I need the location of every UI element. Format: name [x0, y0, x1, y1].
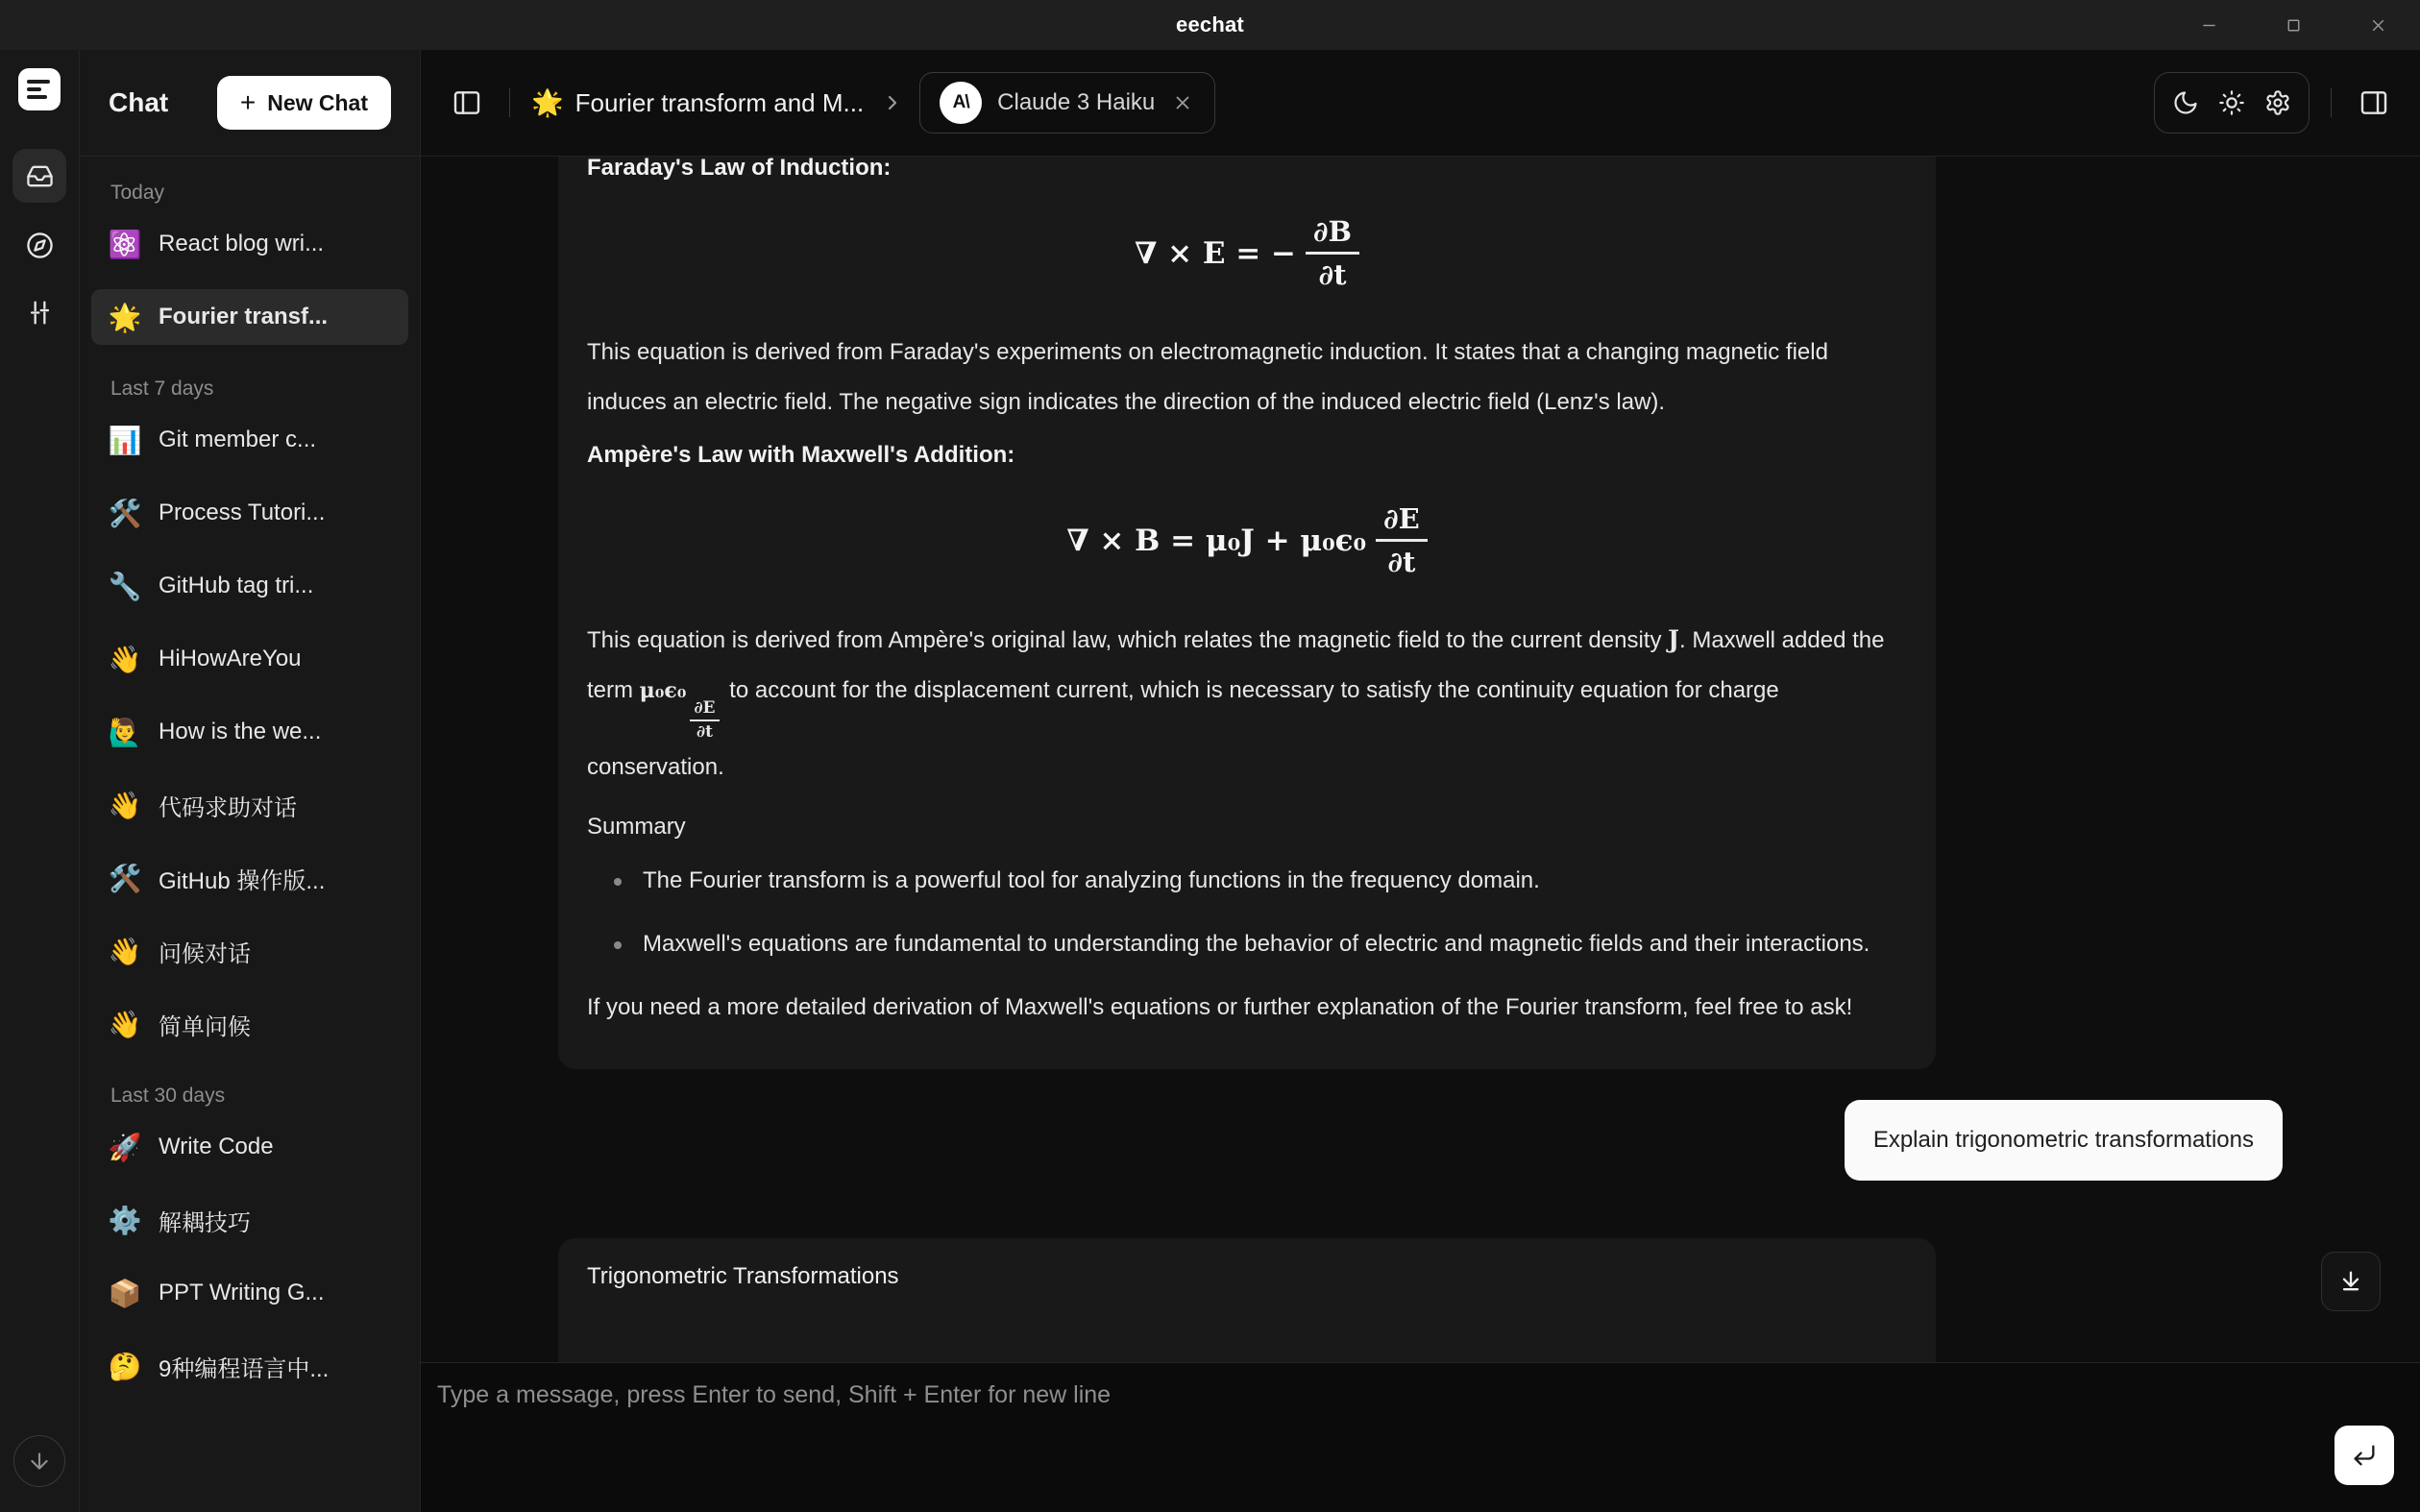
- message-paragraph: If you need a more detailed derivation of Maxwell's equations or further explanation of the Fourier transform, feel free to ask!: [587, 994, 1853, 1020]
- theme-light-button[interactable]: [2209, 76, 2255, 130]
- arrow-down-to-line-icon: [2337, 1268, 2364, 1295]
- sidebar-header: [80, 50, 420, 157]
- rail-discover-button[interactable]: [12, 218, 66, 272]
- plus-icon: +: [239, 87, 257, 117]
- fraction: $\frac{\partial E}{\partial t}$: [1376, 500, 1428, 580]
- message-heading: Ampère's Law with Maxwell's Addition:: [587, 442, 1015, 468]
- sidebar: [80, 50, 421, 1512]
- theme-dark-button[interactable]: [2163, 76, 2209, 130]
- arrow-down-icon: [27, 1449, 52, 1474]
- bullet-text: The Fourier transform is a powerful tool for analyzing functions in the frequency domain.: [643, 867, 1540, 893]
- theme-system-button[interactable]: [2255, 76, 2301, 130]
- bullet-text: Maxwell's equations are fundamental to understanding the behavior of electric and magnetic fields and their interactions.: [643, 931, 1870, 957]
- sidebar-chat-item[interactable]: [91, 1338, 408, 1394]
- sidebar-chat-item[interactable]: [91, 704, 408, 760]
- section-label: Last 30 days: [110, 1085, 226, 1107]
- gear-icon: [2264, 89, 2291, 116]
- sidebar-chat-item[interactable]: [91, 631, 408, 687]
- tab-emoji: 🌟: [531, 88, 564, 117]
- chat-scroll-area[interactable]: [421, 157, 2420, 1362]
- theme-switcher: [2154, 72, 2310, 134]
- chat-item-label: GitHub tag tri...: [159, 573, 314, 598]
- user-message-bubble: Explain trigonometric transformations: [1845, 1100, 2283, 1181]
- chat-emoji-icon: 🙋‍♂️: [108, 717, 142, 747]
- user-message-row: [558, 1100, 2283, 1181]
- sidebar-chat-item[interactable]: [91, 1265, 408, 1321]
- math-var-J: J: [1668, 625, 1679, 653]
- sidebar-chat-item[interactable]: [91, 1192, 408, 1248]
- fraction: $\frac{\partial B}{\partial t}$: [1306, 213, 1359, 293]
- window-controls: [2166, 0, 2420, 50]
- main-header: [421, 50, 2420, 157]
- tab-title: Fourier transform and M...: [574, 87, 865, 117]
- equation-ampere: ∇ × B = μ₀J + μ₀ϵ₀ $\frac{\partial E}{\partial t}$: [587, 500, 1907, 580]
- compass-icon: [26, 232, 54, 259]
- chevron-right-icon: [881, 91, 904, 114]
- sidebar-chat-item[interactable]: [91, 996, 408, 1052]
- model-selector[interactable]: [919, 72, 1215, 134]
- chat-item-label: Process Tutori...: [159, 500, 326, 525]
- section-label: Last 7 days: [110, 378, 214, 400]
- minimize-button[interactable]: [2166, 0, 2251, 50]
- sidebar-chat-item[interactable]: [91, 289, 408, 345]
- summary-bullet: [614, 856, 1907, 906]
- sidebar-toggle-button[interactable]: [446, 82, 488, 124]
- sun-icon: [2218, 89, 2245, 116]
- sidebar-chat-item[interactable]: [91, 777, 408, 833]
- equation-faraday: ∇ × E = − $\frac{\partial B}{\partial t}$: [587, 213, 1907, 293]
- left-rail: [0, 50, 80, 1512]
- panel-left-icon: [452, 87, 482, 118]
- chat-emoji-icon: 👋: [108, 1009, 142, 1039]
- inbox-icon: [26, 162, 54, 190]
- rail-settings-button[interactable]: [12, 285, 66, 339]
- summary-bullet: [614, 919, 1907, 969]
- anthropic-logo-icon: A\: [940, 82, 982, 124]
- sliders-icon: [26, 299, 54, 327]
- sidebar-title: Chat: [109, 87, 169, 117]
- chat-emoji-icon: 🌟: [108, 302, 142, 332]
- summary-label: Summary: [587, 814, 686, 840]
- summary-bullet-list: [587, 856, 1907, 969]
- chat-item-label: Fourier transf...: [159, 304, 329, 329]
- window-title: eechat: [1176, 12, 1244, 37]
- chat-emoji-icon: 📦: [108, 1278, 142, 1308]
- chat-item-label: Git member c...: [159, 427, 317, 452]
- panel-right-icon: [2359, 87, 2389, 118]
- sidebar-chat-item[interactable]: [91, 216, 408, 272]
- new-chat-label: New Chat: [267, 89, 368, 115]
- sidebar-chat-item[interactable]: [91, 485, 408, 541]
- chat-item-label: HiHowAreYou: [159, 646, 302, 671]
- chat-item-label: PPT Writing G...: [159, 1280, 325, 1305]
- titlebar: [0, 0, 2420, 50]
- model-name: Claude 3 Haiku: [997, 89, 1156, 115]
- message-input[interactable]: [437, 1378, 2305, 1497]
- tab-current-chat[interactable]: [531, 87, 864, 118]
- rail-chats-button[interactable]: [12, 149, 66, 203]
- chat-emoji-icon: 📊: [108, 425, 142, 455]
- chat-emoji-icon: 🔧: [108, 571, 142, 601]
- enter-key-icon: [2351, 1442, 2378, 1469]
- message-list: [558, 157, 2283, 1362]
- section-label: Today: [110, 182, 165, 204]
- close-button[interactable]: [2335, 0, 2420, 50]
- message-heading: Faraday's Law of Induction:: [587, 157, 892, 181]
- moon-icon: [2172, 89, 2199, 116]
- chat-emoji-icon: 🤔: [108, 1351, 142, 1381]
- chat-history-list: [80, 157, 420, 1512]
- chat-emoji-icon: ⚙️: [108, 1205, 142, 1235]
- math-mu-epsilon: μ₀ϵ₀: [639, 678, 687, 703]
- chat-emoji-icon: 🚀: [108, 1132, 142, 1162]
- chat-item-label: 问候对话: [159, 940, 251, 967]
- header-divider: [2331, 88, 2332, 117]
- assistant-message: [558, 157, 1936, 1069]
- bullet-dot: [614, 941, 622, 949]
- inline-fraction: $\frac{\partial E}{\partial t}$: [690, 698, 719, 743]
- model-remove-button[interactable]: [1170, 90, 1195, 115]
- chat-item-label: 9种编程语言中...: [159, 1355, 330, 1382]
- new-chat-button[interactable]: [217, 76, 391, 130]
- chat-item-label: Write Code: [159, 1134, 274, 1159]
- send-button[interactable]: [2334, 1426, 2394, 1485]
- chat-item-label: React blog wri...: [159, 231, 325, 256]
- chat-emoji-icon: 🛠️: [108, 863, 142, 893]
- chat-emoji-icon: 👋: [108, 644, 142, 674]
- sidebar-chat-item[interactable]: [91, 923, 408, 979]
- message-paragraph: This equation is derived from Ampère's original law, which relates the magnetic field to the current density J. Maxwell added the term μ₀ϵ₀ $\frac{\partial E}{\partial t}$ to account for the displacement current, which is necessary to satisfy the continuity equation for charge conservation.: [587, 625, 1885, 780]
- chat-item-label: 解耦技巧: [159, 1209, 251, 1236]
- message-heading: Trigonometric Transformations: [587, 1263, 899, 1289]
- sidebar-chat-item[interactable]: [91, 1119, 408, 1175]
- close-icon: [2368, 15, 2388, 36]
- chat-emoji-icon: ⚛️: [108, 229, 142, 259]
- main-panel: [421, 50, 2420, 1512]
- header-divider: [509, 88, 510, 117]
- minimize-icon: [2199, 15, 2219, 36]
- rail-scroll-down-button[interactable]: [13, 1435, 65, 1487]
- close-icon: [1172, 92, 1193, 113]
- app-logo-icon: [18, 68, 61, 110]
- chat-item-label: 简单问候: [159, 1013, 251, 1040]
- composer: [421, 1362, 2420, 1512]
- chat-emoji-icon: 👋: [108, 936, 142, 966]
- chat-item-label: GitHub 操作版...: [159, 867, 326, 894]
- maximize-button[interactable]: [2251, 0, 2335, 50]
- message-paragraph: This equation is derived from Faraday's experiments on electromagnetic induction. It states that a changing magnetic field induces an electric field. The negative sign indicates the direction of the induced electric field (Lenz's law).: [587, 339, 1828, 415]
- chat-item-label: How is the we...: [159, 719, 322, 744]
- scroll-to-bottom-button[interactable]: [2321, 1252, 2381, 1311]
- maximize-icon: [2284, 15, 2304, 36]
- sidebar-chat-item[interactable]: [91, 412, 408, 468]
- assistant-message-partial: [558, 1238, 1936, 1362]
- chat-emoji-icon: 🛠️: [108, 498, 142, 528]
- bullet-dot: [614, 878, 622, 886]
- chat-emoji-icon: 👋: [108, 790, 142, 820]
- sidebar-chat-item[interactable]: [91, 558, 408, 614]
- chat-item-label: 代码求助对话: [159, 794, 297, 821]
- sidebar-chat-item[interactable]: [91, 850, 408, 906]
- right-panel-toggle-button[interactable]: [2353, 82, 2395, 124]
